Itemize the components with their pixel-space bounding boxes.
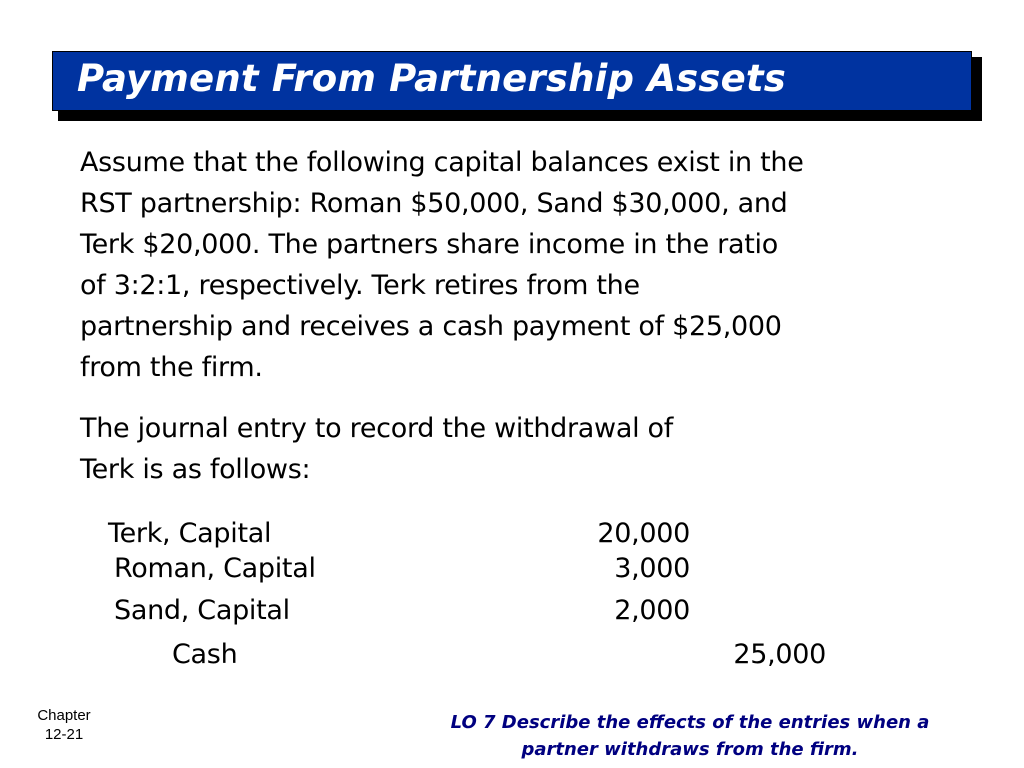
journal-account-sand-capital: Sand, Capital — [114, 595, 290, 626]
journal-account-terk-capital: Terk, Capital — [108, 518, 272, 549]
journal-debit-sand-capital: 2,000 — [614, 595, 690, 626]
paragraph-line: from the firm. — [80, 352, 263, 383]
paragraph-line: RST partnership: Roman $50,000, Sand $30,000, and — [80, 188, 788, 219]
journal-account-roman-capital: Roman, Capital — [114, 553, 316, 584]
paragraph-line: Terk $20,000. The partners share income in the ratio — [80, 229, 778, 260]
journal-account-cash: Cash — [172, 639, 238, 670]
paragraph-line: Terk is as follows: — [80, 454, 311, 485]
title-bar — [52, 51, 972, 111]
journal-intro-paragraph — [80, 408, 960, 490]
paragraph-line: of 3:2:1, respectively. Terk retires from the — [80, 270, 640, 301]
scenario-paragraph — [80, 142, 960, 388]
journal-debit-roman-capital: 3,000 — [614, 553, 690, 584]
learning-objective — [380, 709, 1000, 763]
learning-objective-line: LO 7 Describe the effects of the entries when a — [450, 712, 930, 733]
paragraph-line: partnership and receives a cash payment of $25,000 — [80, 311, 782, 342]
paragraph-line: The journal entry to record the withdrawal of — [80, 413, 673, 444]
slide-title: Payment From Partnership Assets — [77, 57, 787, 100]
page-number: 12-21 — [44, 726, 84, 743]
paragraph-line: Assume that the following capital balances exist in the — [80, 147, 804, 178]
learning-objective-line: partner withdraws from the firm. — [521, 739, 859, 760]
chapter-text: Chapter — [37, 707, 91, 724]
journal-credit-cash: 25,000 — [733, 639, 826, 670]
journal-debit-terk-capital: 20,000 — [597, 518, 690, 549]
chapter-label — [22, 706, 106, 744]
